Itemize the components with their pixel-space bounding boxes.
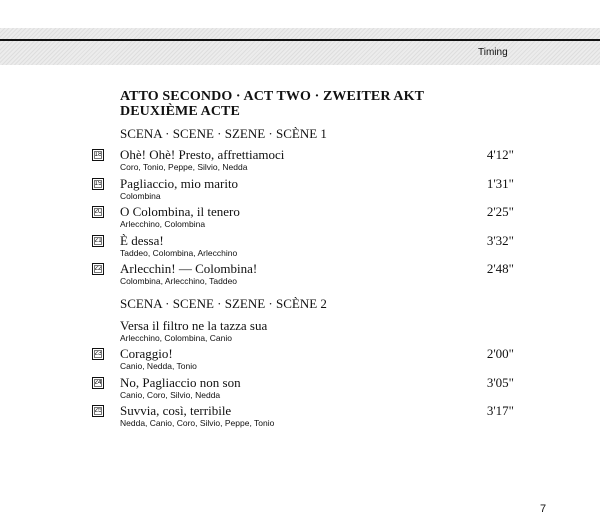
track-duration: 3'17" [486, 403, 514, 418]
track-22[interactable] [0, 261, 600, 287]
track-number-box: 21 [92, 235, 104, 247]
header-band [0, 28, 600, 65]
track-title: Coraggio! [120, 346, 173, 361]
track-title: O Colombina, il tenero [120, 204, 240, 219]
track-duration: 2'48" [486, 261, 514, 276]
scene-2-intro [0, 318, 600, 344]
track-21[interactable] [0, 233, 600, 259]
act-title-line-1: ATTO SECONDO · ACT TWO · ZWEITER AKT [120, 89, 425, 104]
track-duration: 3'05" [486, 375, 514, 390]
track-20[interactable] [0, 204, 600, 230]
track-number-box: 22 [92, 263, 104, 275]
timing-label: Timing [478, 47, 508, 58]
track-23[interactable] [0, 346, 600, 372]
track-number-box: 24 [92, 377, 104, 389]
track-number-box: 23 [92, 348, 104, 360]
track-title: Ohè! Ohè! Presto, affrettiamoci [120, 147, 285, 162]
track-title: Pagliaccio, mio marito [120, 176, 239, 191]
track-performers: Nedda, Canio, Coro, Silvio, Peppe, Tonio [120, 418, 275, 428]
track-duration: 2'00" [486, 346, 514, 361]
track-performers: Taddeo, Colombina, Arlecchino [120, 248, 238, 258]
track-number-box: 19 [92, 178, 104, 190]
track-title: Arlecchin! — Colombina! [120, 261, 258, 276]
track-title: Suvvia, così, terribile [120, 403, 232, 418]
track-performers: Canio, Coro, Silvio, Nedda [120, 390, 221, 400]
intro-performers: Arlecchino, Colombina, Canio [120, 333, 232, 343]
track-performers: Canio, Nedda, Tonio [120, 361, 197, 371]
page-number: 7 [540, 503, 547, 515]
track-19[interactable] [0, 176, 600, 202]
track-number-box: 25 [92, 405, 104, 417]
track-performers: Arlecchino, Colombina [120, 219, 206, 229]
track-performers: Coro, Tonio, Peppe, Silvio, Nedda [120, 162, 248, 172]
track-number-box: 18 [92, 149, 104, 161]
scene-1-heading: SCENA · SCENE · SZENE · SCÈNE 1 [120, 126, 327, 141]
track-duration: 1'31" [486, 176, 514, 191]
track-18[interactable] [0, 147, 600, 173]
track-title: È dessa! [120, 233, 164, 248]
intro-title: Versa il filtro ne la tazza sua [120, 318, 268, 333]
scene-2-heading: SCENA · SCENE · SZENE · SCÈNE 2 [120, 296, 327, 311]
track-duration: 2'25" [486, 204, 514, 219]
track-performers: Colombina [120, 191, 161, 201]
track-number-box: 20 [92, 206, 104, 218]
act-title-line-2: DEUXIÈME ACTE [120, 104, 240, 119]
track-title: No, Pagliaccio non son [120, 375, 241, 390]
track-performers: Colombina, Arlecchino, Taddeo [120, 276, 238, 286]
header-rule [0, 39, 600, 41]
track-25[interactable] [0, 403, 600, 429]
track-duration: 3'32" [486, 233, 514, 248]
track-24[interactable] [0, 375, 600, 401]
track-duration: 4'12" [486, 147, 514, 162]
